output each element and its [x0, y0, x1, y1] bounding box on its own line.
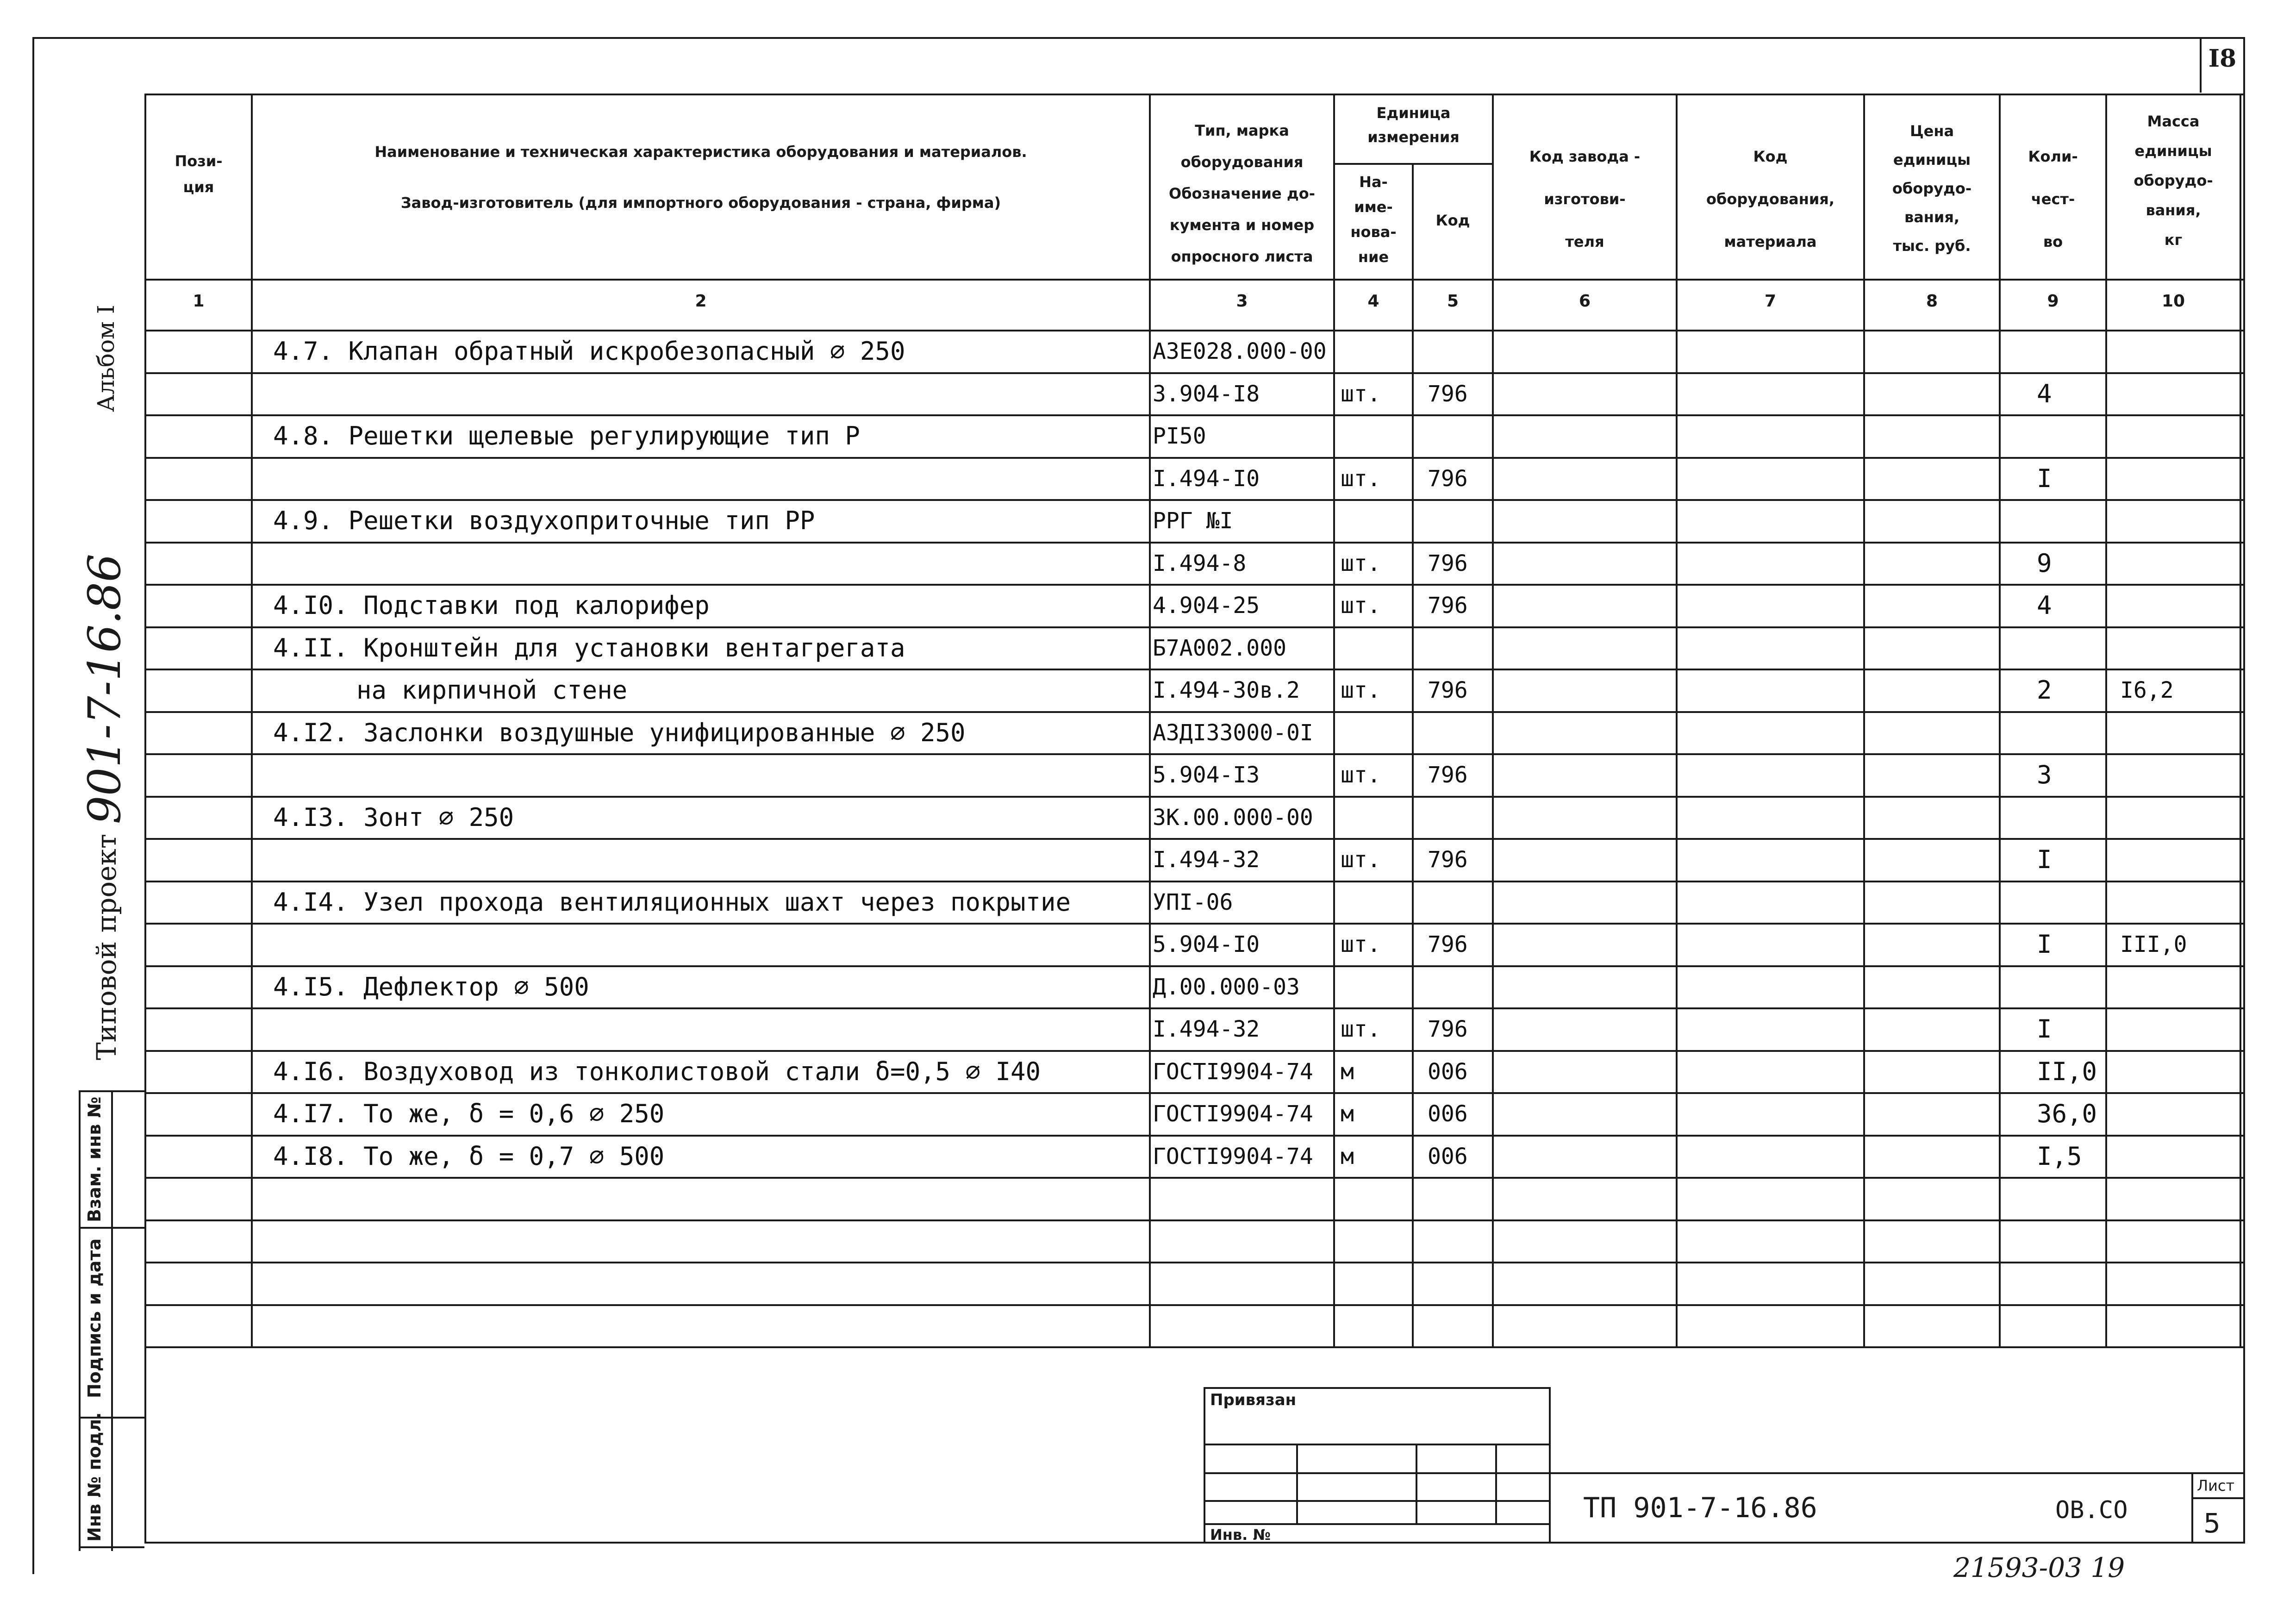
row-unit-code: 796: [1428, 847, 1468, 873]
col-line-1: [251, 94, 253, 1346]
row-unit-code: 006: [1428, 1101, 1468, 1127]
row-type-mark: ЗК.00.000-00: [1153, 805, 1313, 831]
bound-left: [1204, 1387, 1205, 1542]
row-quantity: 4: [2037, 379, 2052, 408]
row-quantity: II,0: [2037, 1057, 2097, 1086]
row-type-mark: УПI-06: [1153, 889, 1233, 915]
row-type-mark: 4.904-25: [1153, 593, 1260, 619]
row-mass: I6,2: [2120, 677, 2174, 703]
col-line-6: [1676, 94, 1678, 1346]
header-quantity: Коли- чест- во: [2028, 148, 2078, 250]
row-unit: шт.: [1341, 677, 1381, 703]
row-unit-code: 796: [1428, 1016, 1468, 1042]
row-line: [144, 1304, 2245, 1306]
row-line: [144, 753, 2245, 755]
row-type-mark: РРГ №I: [1153, 508, 1233, 534]
album-label: Альбом I: [93, 305, 119, 412]
col-line-3: [1333, 94, 1335, 1346]
row-unit-code: 006: [1428, 1059, 1468, 1085]
header-name-line1: Наименование и техническая характеристика оборудования и материалов.: [374, 143, 1027, 161]
sheet-page-number: 5: [2203, 1507, 2221, 1539]
row-unit-code: 006: [1428, 1144, 1468, 1169]
stamp-inv-original: Инв № подл.: [84, 1412, 105, 1542]
row-line: [144, 1346, 2245, 1348]
header-factory-code: Код завода - изготови- теля: [1529, 148, 1641, 250]
colnum-2: 2: [695, 292, 707, 311]
row-unit-code: 796: [1428, 593, 1468, 619]
row-quantity: I,5: [2037, 1142, 2082, 1171]
row-type-mark: ГОСТI9904-74: [1153, 1144, 1313, 1169]
row-name: 4.II. Кронштейн для установки вентагрегата: [273, 633, 905, 663]
stamp-col-left: [79, 1090, 81, 1551]
row-line: [144, 711, 2245, 713]
row-quantity: 36,0: [2037, 1099, 2097, 1128]
row-type-mark: АЗДI33000-0I: [1153, 720, 1313, 746]
row-unit-code: 796: [1428, 762, 1468, 788]
row-name: 4.I4. Узел прохода вентиляционных шахт через покрытие: [273, 888, 1071, 917]
row-line: [144, 965, 2245, 967]
row-name: 4.I6. Воздуховод из тонколистовой стали δ=0,5 ⌀ I40: [273, 1057, 1041, 1086]
header-unit-code: Код: [1435, 212, 1470, 229]
bound-col-3: [1495, 1444, 1497, 1523]
row-type-mark: Б7А002.000: [1153, 635, 1286, 661]
colnum-3: 3: [1236, 292, 1248, 311]
row-line: [144, 457, 2245, 459]
row-type-mark: 5.904-I0: [1153, 932, 1260, 957]
colnum-5: 5: [1447, 292, 1459, 311]
bound-label: Привязан: [1210, 1391, 1297, 1409]
row-unit: м: [1341, 1101, 1354, 1127]
bound-col-1: [1296, 1444, 1298, 1523]
bound-row-1: [1204, 1444, 1550, 1445]
col-line-7: [1863, 94, 1865, 1346]
bound-row-3: [1204, 1500, 1550, 1502]
project-label: Типовой проект: [91, 834, 122, 1060]
col-line-2: [1149, 94, 1151, 1346]
bound-col-2: [1416, 1444, 1417, 1523]
stamp-div-1: [79, 1227, 144, 1229]
row-unit: шт.: [1341, 381, 1381, 407]
frame-left-edge: [32, 37, 34, 1574]
row-mass: III,0: [2120, 932, 2187, 957]
row-name: 4.I0. Подставки под калорифер: [273, 591, 710, 620]
row-unit: шт.: [1341, 1016, 1381, 1042]
colnum-4: 4: [1367, 292, 1379, 311]
row-line: [144, 542, 2245, 544]
row-line: [144, 584, 2245, 586]
row-name: 4.I8. То же, δ = 0,7 ⌀ 500: [273, 1142, 665, 1171]
header-type-mark: Тип, марка оборудования Обозначение до- кумента и номер опросного листа: [1169, 122, 1315, 265]
header-unit-mass: Масса единицы оборудо- вания, кг: [2134, 113, 2213, 249]
row-quantity: 4: [2037, 591, 2052, 620]
row-line: [144, 838, 2245, 840]
row-quantity: 9: [2037, 549, 2052, 578]
row-name: 4.8. Решетки щелевые регулирующие тип Р: [273, 421, 860, 450]
bound-right: [1549, 1387, 1551, 1542]
row-unit-code: 796: [1428, 381, 1468, 407]
project-code: 901-7-16.86: [79, 553, 131, 824]
row-unit-code: 796: [1428, 466, 1468, 492]
row-type-mark: I.494-I0: [1153, 466, 1260, 492]
row-unit: шт.: [1341, 762, 1381, 788]
header-unit-name: На- име- нова- ние: [1350, 173, 1397, 266]
sheet-label: Лист: [2197, 1477, 2235, 1494]
row-type-mark: 3.904-I8: [1153, 381, 1260, 407]
row-line: [144, 372, 2245, 374]
col-line-9: [2105, 94, 2107, 1346]
col-line-0: [144, 94, 146, 1543]
colnum-9: 9: [2047, 292, 2059, 311]
row-name: 4.9. Решетки воздухоприточные тип РР: [273, 506, 815, 535]
stamp-signature-date: Подпись и дата: [84, 1238, 105, 1398]
row-name: 4.I5. Дефлектор ⌀ 500: [273, 972, 589, 1001]
frame-right: [2243, 37, 2245, 1542]
row-line: [144, 1177, 2245, 1179]
header-unit-group: Единица измерения: [1367, 104, 1460, 146]
section-code: ОВ.СО: [2055, 1496, 2128, 1524]
row-unit: шт.: [1341, 593, 1381, 619]
col-line-10: [2240, 94, 2241, 1346]
bound-top: [1204, 1387, 1550, 1389]
row-name: 4.I3. Зонт ⌀ 250: [273, 803, 514, 832]
stamp-replacement-inv: Взам. инв №: [84, 1096, 105, 1222]
row-name: 4.7. Клапан обратный искробезопасный ⌀ 250: [273, 337, 905, 366]
row-name: 4.I2. Заслонки воздушные унифицированные ⌀ 250: [273, 718, 966, 747]
row-quantity: I: [2037, 464, 2052, 493]
colnum-10: 10: [2161, 292, 2185, 311]
row-line: [144, 1262, 2245, 1263]
header-equipment-code: Код оборудования, материала: [1706, 148, 1834, 250]
row-line: [144, 669, 2245, 670]
title-top: [1549, 1472, 2245, 1474]
row-type-mark: ГОСТI9904-74: [1153, 1101, 1313, 1127]
stamp-col-mid: [111, 1090, 113, 1551]
row-quantity: I: [2037, 930, 2052, 959]
colnum-7: 7: [1764, 292, 1777, 311]
row-line: [144, 923, 2245, 925]
row-unit-code: 796: [1428, 677, 1468, 703]
colnum-6: 6: [1578, 292, 1591, 311]
document-code: ТП 901-7-16.86: [1583, 1492, 1817, 1524]
col-line-8: [1999, 94, 2001, 1346]
colnum-bottom-line: [144, 330, 2245, 331]
row-unit: шт.: [1341, 847, 1381, 873]
row-type-mark: РI50: [1153, 423, 1206, 449]
row-type-mark: I.494-30в.2: [1153, 677, 1300, 703]
col-line-5: [1492, 94, 1494, 1346]
row-unit-code: 796: [1428, 550, 1468, 576]
bottom-frame-line: [144, 1542, 2245, 1544]
row-line: [144, 1135, 2245, 1137]
row-quantity: I: [2037, 845, 2052, 874]
row-type-mark: 5.904-I3: [1153, 762, 1260, 788]
row-line: [144, 1092, 2245, 1094]
sheet-number: I8: [2208, 44, 2237, 73]
row-quantity: 2: [2037, 675, 2052, 705]
row-quantity: I: [2037, 1014, 2052, 1044]
inventory-label: Инв. №: [1210, 1526, 1271, 1544]
row-unit: м: [1341, 1059, 1354, 1085]
row-line: [144, 796, 2245, 798]
row-line: [144, 414, 2245, 416]
row-unit: шт.: [1341, 932, 1381, 957]
row-line: [144, 1007, 2245, 1009]
row-type-mark: I.494-32: [1153, 1016, 1260, 1042]
header-unit-price: Цена единицы оборудо- вания, тыс. руб.: [1892, 122, 1972, 255]
frame-top: [32, 37, 2245, 39]
table-top-line: [144, 94, 2245, 95]
row-unit-code: 796: [1428, 932, 1468, 957]
stamp-top: [79, 1090, 144, 1092]
row-type-mark: Д.00.000-03: [1153, 974, 1300, 1000]
stamp-bottom: [79, 1546, 144, 1548]
row-line: [144, 626, 2245, 628]
row-type-mark: I.494-8: [1153, 550, 1247, 576]
row-type-mark: I.494-32: [1153, 847, 1260, 873]
row-line: [144, 499, 2245, 501]
row-unit: шт.: [1341, 550, 1381, 576]
row-line: [144, 1219, 2245, 1221]
row-unit: м: [1341, 1144, 1354, 1169]
row-line: [144, 1050, 2245, 1052]
header-bottom-line: [144, 279, 2245, 281]
row-type-mark: ГОСТI9904-74: [1153, 1059, 1313, 1085]
colnum-1: 1: [193, 292, 205, 311]
header-name-line2: Завод-изготовитель (для импортного оборудования - страна, фирма): [400, 194, 1001, 212]
col-line-4: [1412, 163, 1414, 1346]
header-position: Пози- ция: [175, 152, 223, 196]
row-line: [144, 881, 2245, 882]
archive-number: 21593-03 19: [1953, 1552, 2125, 1583]
row-type-mark: АЗЕ028.000-00: [1153, 338, 1327, 364]
row-name: на кирпичной стене: [356, 675, 628, 705]
bound-row-4: [1204, 1523, 1550, 1525]
row-unit: шт.: [1341, 466, 1381, 492]
bound-row-2: [1204, 1472, 1550, 1474]
sheet-cell-left: [2191, 1472, 2193, 1542]
row-name: 4.I7. То же, δ = 0,6 ⌀ 250: [273, 1099, 665, 1128]
sheet-cell-split: [2191, 1497, 2245, 1499]
row-quantity: 3: [2037, 760, 2052, 789]
colnum-8: 8: [1926, 292, 1938, 311]
